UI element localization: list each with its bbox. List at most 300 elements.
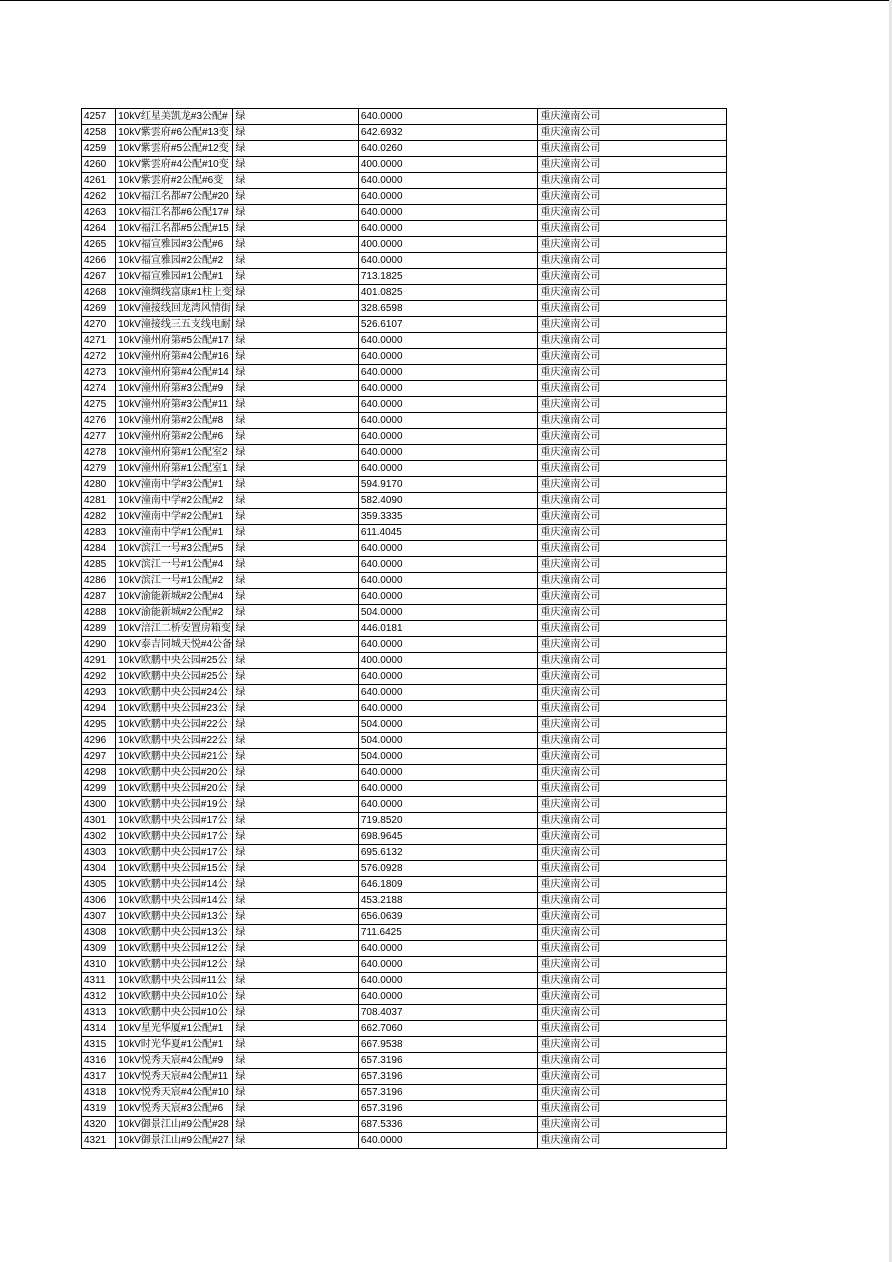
table-row (82, 1005, 727, 1021)
status-color-cell: 绿 (233, 141, 358, 157)
table-row (82, 1053, 727, 1069)
status-color-cell: 绿 (233, 189, 358, 205)
row-id-cell: 4310 (82, 957, 116, 973)
company-cell: 重庆潼南公司 (538, 365, 727, 381)
capacity-value-cell: 640.0000 (358, 429, 538, 445)
capacity-value-cell: 713.1825 (358, 269, 538, 285)
company-cell: 重庆潼南公司 (538, 461, 727, 477)
row-id-cell: 4317 (82, 1069, 116, 1085)
company-cell: 重庆潼南公司 (538, 765, 727, 781)
company-cell: 重庆潼南公司 (538, 205, 727, 221)
equipment-name-cell: 10kV欧鹏中央公园#14公 (116, 893, 233, 909)
table-row (82, 157, 727, 173)
capacity-value-cell: 640.0000 (358, 797, 538, 813)
company-cell: 重庆潼南公司 (538, 605, 727, 621)
row-id-cell: 4303 (82, 845, 116, 861)
equipment-name-cell: 10kV欧鹏中央公园#13公 (116, 909, 233, 925)
company-cell: 重庆潼南公司 (538, 445, 727, 461)
capacity-value-cell: 640.0000 (358, 973, 538, 989)
status-color-cell: 绿 (233, 925, 358, 941)
equipment-name-cell: 10kV欧鹏中央公园#22公 (116, 733, 233, 749)
company-cell: 重庆潼南公司 (538, 781, 727, 797)
row-id-cell: 4266 (82, 253, 116, 269)
status-color-cell: 绿 (233, 573, 358, 589)
company-cell: 重庆潼南公司 (538, 637, 727, 653)
row-id-cell: 4305 (82, 877, 116, 893)
table-row (82, 797, 727, 813)
capacity-value-cell: 657.3196 (358, 1101, 538, 1117)
company-cell: 重庆潼南公司 (538, 381, 727, 397)
table-row (82, 397, 727, 413)
status-color-cell: 绿 (233, 285, 358, 301)
table-row (82, 205, 727, 221)
table-row (82, 1133, 727, 1149)
status-color-cell: 绿 (233, 845, 358, 861)
equipment-name-cell: 10kV渝能新城#2公配#4 (116, 589, 233, 605)
capacity-value-cell: 400.0000 (358, 237, 538, 253)
company-cell: 重庆潼南公司 (538, 1101, 727, 1117)
status-color-cell: 绿 (233, 509, 358, 525)
row-id-cell: 4275 (82, 397, 116, 413)
equipment-name-cell: 10kV欧鹏中央公园#11公 (116, 973, 233, 989)
company-cell: 重庆潼南公司 (538, 173, 727, 189)
table-row (82, 445, 727, 461)
table-row (82, 349, 727, 365)
company-cell: 重庆潼南公司 (538, 573, 727, 589)
status-color-cell: 绿 (233, 941, 358, 957)
row-id-cell: 4312 (82, 989, 116, 1005)
row-id-cell: 4281 (82, 493, 116, 509)
company-cell: 重庆潼南公司 (538, 157, 727, 173)
company-cell: 重庆潼南公司 (538, 1021, 727, 1037)
capacity-value-cell: 640.0000 (358, 573, 538, 589)
equipment-name-cell: 10kV泰吉同城天悦#4公备 (116, 637, 233, 653)
equipment-name-cell: 10kV潼州府第#3公配#11 (116, 397, 233, 413)
table-row (82, 1085, 727, 1101)
row-id-cell: 4263 (82, 205, 116, 221)
company-cell: 重庆潼南公司 (538, 109, 727, 125)
capacity-value-cell: 640.0000 (358, 413, 538, 429)
capacity-value-cell: 640.0000 (358, 445, 538, 461)
capacity-value-cell: 640.0000 (358, 765, 538, 781)
row-id-cell: 4288 (82, 605, 116, 621)
table-row (82, 749, 727, 765)
capacity-value-cell: 640.0000 (358, 253, 538, 269)
status-color-cell: 绿 (233, 605, 358, 621)
status-color-cell: 绿 (233, 1085, 358, 1101)
row-id-cell: 4276 (82, 413, 116, 429)
row-id-cell: 4300 (82, 797, 116, 813)
equipment-name-cell: 10kV欧鹏中央公园#15公 (116, 861, 233, 877)
table-row (82, 365, 727, 381)
row-id-cell: 4289 (82, 621, 116, 637)
capacity-value-cell: 640.0000 (358, 205, 538, 221)
equipment-name-cell: 10kV悦秀天宸#4公配#11 (116, 1069, 233, 1085)
capacity-value-cell: 708.4037 (358, 1005, 538, 1021)
capacity-value-cell: 657.3196 (358, 1085, 538, 1101)
table-row (82, 461, 727, 477)
table-row (82, 701, 727, 717)
row-id-cell: 4268 (82, 285, 116, 301)
row-id-cell: 4319 (82, 1101, 116, 1117)
table-row (82, 413, 727, 429)
company-cell: 重庆潼南公司 (538, 717, 727, 733)
table-body (82, 109, 727, 1149)
company-cell: 重庆潼南公司 (538, 1037, 727, 1053)
status-color-cell: 绿 (233, 1133, 358, 1149)
row-id-cell: 4309 (82, 941, 116, 957)
equipment-name-cell: 10kV欧鹏中央公园#12公 (116, 957, 233, 973)
capacity-value-cell: 446.0181 (358, 621, 538, 637)
capacity-value-cell: 611.4045 (358, 525, 538, 541)
table-row (82, 493, 727, 509)
row-id-cell: 4273 (82, 365, 116, 381)
company-cell: 重庆潼南公司 (538, 653, 727, 669)
row-id-cell: 4293 (82, 685, 116, 701)
row-id-cell: 4318 (82, 1085, 116, 1101)
company-cell: 重庆潼南公司 (538, 1005, 727, 1021)
company-cell: 重庆潼南公司 (538, 925, 727, 941)
company-cell: 重庆潼南公司 (538, 909, 727, 925)
status-color-cell: 绿 (233, 445, 358, 461)
equipment-name-cell: 10kV欧鹏中央公园#17公 (116, 813, 233, 829)
equipment-name-cell: 10kV潼南中学#3公配#1 (116, 477, 233, 493)
equipment-name-cell: 10kV时光华夏#1公配#1 (116, 1037, 233, 1053)
table-row (82, 941, 727, 957)
row-id-cell: 4282 (82, 509, 116, 525)
capacity-value-cell: 657.3196 (358, 1069, 538, 1085)
equipment-name-cell: 10kV滨江一号#1公配#2 (116, 573, 233, 589)
capacity-value-cell: 640.0000 (358, 365, 538, 381)
row-id-cell: 4287 (82, 589, 116, 605)
equipment-name-cell: 10kV潼州府第#4公配#14 (116, 365, 233, 381)
table-row (82, 381, 727, 397)
status-color-cell: 绿 (233, 893, 358, 909)
table-row (82, 925, 727, 941)
row-id-cell: 4280 (82, 477, 116, 493)
equipment-name-cell: 10kV福宣雅园#3公配#6 (116, 237, 233, 253)
capacity-value-cell: 657.3196 (358, 1053, 538, 1069)
row-id-cell: 4302 (82, 829, 116, 845)
row-id-cell: 4315 (82, 1037, 116, 1053)
company-cell: 重庆潼南公司 (538, 317, 727, 333)
capacity-value-cell: 711.6425 (358, 925, 538, 941)
equipment-name-cell: 10kV欧鹏中央公园#20公 (116, 765, 233, 781)
table-row (82, 909, 727, 925)
row-id-cell: 4295 (82, 717, 116, 733)
equipment-name-cell: 10kV欧鹏中央公园#13公 (116, 925, 233, 941)
equipment-name-cell: 10kV潼南中学#2公配#1 (116, 509, 233, 525)
status-color-cell: 绿 (233, 973, 358, 989)
row-id-cell: 4307 (82, 909, 116, 925)
capacity-value-cell: 640.0000 (358, 397, 538, 413)
capacity-value-cell: 646.1809 (358, 877, 538, 893)
capacity-value-cell: 504.0000 (358, 749, 538, 765)
equipment-name-cell: 10kV福宣雅园#1公配#1 (116, 269, 233, 285)
table-row (82, 845, 727, 861)
row-id-cell: 4320 (82, 1117, 116, 1133)
capacity-value-cell: 504.0000 (358, 717, 538, 733)
company-cell: 重庆潼南公司 (538, 525, 727, 541)
status-color-cell: 绿 (233, 365, 358, 381)
equipment-name-cell: 10kV福江名都#7公配#20 (116, 189, 233, 205)
table-row (82, 317, 727, 333)
table-row (82, 333, 727, 349)
row-id-cell: 4290 (82, 637, 116, 653)
company-cell: 重庆潼南公司 (538, 429, 727, 445)
company-cell: 重庆潼南公司 (538, 1133, 727, 1149)
table-row (82, 141, 727, 157)
company-cell: 重庆潼南公司 (538, 477, 727, 493)
row-id-cell: 4279 (82, 461, 116, 477)
status-color-cell: 绿 (233, 909, 358, 925)
company-cell: 重庆潼南公司 (538, 237, 727, 253)
row-id-cell: 4265 (82, 237, 116, 253)
table-row (82, 301, 727, 317)
table-row (82, 813, 727, 829)
company-cell: 重庆潼南公司 (538, 221, 727, 237)
row-id-cell: 4277 (82, 429, 116, 445)
capacity-value-cell: 662.7060 (358, 1021, 538, 1037)
equipment-name-cell: 10kV潼接线三五支线电耐 (116, 317, 233, 333)
equipment-name-cell: 10kV滨江一号#1公配#4 (116, 557, 233, 573)
capacity-value-cell: 656.0639 (358, 909, 538, 925)
equipment-name-cell: 10kV欧鹏中央公园#10公 (116, 1005, 233, 1021)
page-top-border (0, 0, 892, 1)
status-color-cell: 绿 (233, 765, 358, 781)
company-cell: 重庆潼南公司 (538, 973, 727, 989)
company-cell: 重庆潼南公司 (538, 189, 727, 205)
equipment-name-cell: 10kV潼南中学#2公配#2 (116, 493, 233, 509)
company-cell: 重庆潼南公司 (538, 349, 727, 365)
table-row (82, 189, 727, 205)
capacity-value-cell: 594.9170 (358, 477, 538, 493)
capacity-value-cell: 400.0000 (358, 653, 538, 669)
row-id-cell: 4297 (82, 749, 116, 765)
equipment-name-cell: 10kV福江名都#5公配#15 (116, 221, 233, 237)
table-row (82, 269, 727, 285)
table-row (82, 573, 727, 589)
company-cell: 重庆潼南公司 (538, 141, 727, 157)
status-color-cell: 绿 (233, 989, 358, 1005)
capacity-value-cell: 640.0000 (358, 461, 538, 477)
table-row (82, 605, 727, 621)
capacity-value-cell: 687.5336 (358, 1117, 538, 1133)
company-cell: 重庆潼南公司 (538, 285, 727, 301)
row-id-cell: 4278 (82, 445, 116, 461)
company-cell: 重庆潼南公司 (538, 509, 727, 525)
row-id-cell: 4260 (82, 157, 116, 173)
row-id-cell: 4259 (82, 141, 116, 157)
capacity-value-cell: 401.0825 (358, 285, 538, 301)
status-color-cell: 绿 (233, 669, 358, 685)
equipment-name-cell: 10kV欧鹏中央公园#12公 (116, 941, 233, 957)
table-row (82, 1021, 727, 1037)
capacity-value-cell: 359.3335 (358, 509, 538, 525)
status-color-cell: 绿 (233, 125, 358, 141)
row-id-cell: 4284 (82, 541, 116, 557)
table-row (82, 221, 727, 237)
equipment-name-cell: 10kV欧鹏中央公园#17公 (116, 845, 233, 861)
company-cell: 重庆潼南公司 (538, 125, 727, 141)
equipment-name-cell: 10kV潼州府第#4公配#16 (116, 349, 233, 365)
status-color-cell: 绿 (233, 157, 358, 173)
equipment-name-cell: 10kV欧鹏中央公园#19公 (116, 797, 233, 813)
status-color-cell: 绿 (233, 109, 358, 125)
status-color-cell: 绿 (233, 781, 358, 797)
row-id-cell: 4308 (82, 925, 116, 941)
equipment-name-cell: 10kV欧鹏中央公园#10公 (116, 989, 233, 1005)
status-color-cell: 绿 (233, 493, 358, 509)
company-cell: 重庆潼南公司 (538, 845, 727, 861)
table-row (82, 557, 727, 573)
row-id-cell: 4271 (82, 333, 116, 349)
company-cell: 重庆潼南公司 (538, 813, 727, 829)
row-id-cell: 4294 (82, 701, 116, 717)
company-cell: 重庆潼南公司 (538, 861, 727, 877)
equipment-name-cell: 10kV潼州府第#5公配#17 (116, 333, 233, 349)
equipment-name-cell: 10kV潼州府第#1公配室2 (116, 445, 233, 461)
table-row (82, 285, 727, 301)
equipment-name-cell: 10kV欧鹏中央公园#22公 (116, 717, 233, 733)
table-row (82, 621, 727, 637)
equipment-name-cell: 10kV欧鹏中央公园#20公 (116, 781, 233, 797)
status-color-cell: 绿 (233, 813, 358, 829)
capacity-value-cell: 640.0000 (358, 333, 538, 349)
company-cell: 重庆潼南公司 (538, 893, 727, 909)
table-row (82, 1037, 727, 1053)
row-id-cell: 4285 (82, 557, 116, 573)
capacity-value-cell: 328.6598 (358, 301, 538, 317)
table-row (82, 477, 727, 493)
capacity-value-cell: 400.0000 (358, 157, 538, 173)
table-row (82, 733, 727, 749)
status-color-cell: 绿 (233, 1117, 358, 1133)
equipment-name-cell: 10kV欧鹏中央公园#24公 (116, 685, 233, 701)
equipment-name-cell: 10kV福江名都#6公配17# (116, 205, 233, 221)
row-id-cell: 4296 (82, 733, 116, 749)
equipment-name-cell: 10kV欧鹏中央公园#23公 (116, 701, 233, 717)
status-color-cell: 绿 (233, 461, 358, 477)
status-color-cell: 绿 (233, 397, 358, 413)
equipment-name-cell: 10kV欧鹏中央公园#14公 (116, 877, 233, 893)
table-row (82, 717, 727, 733)
table-row (82, 669, 727, 685)
equipment-name-cell: 10kV欧鹏中央公园#25公 (116, 653, 233, 669)
equipment-name-cell: 10kV悦秀天宸#4公配#9 (116, 1053, 233, 1069)
status-color-cell: 绿 (233, 1021, 358, 1037)
status-color-cell: 绿 (233, 621, 358, 637)
company-cell: 重庆潼南公司 (538, 557, 727, 573)
row-id-cell: 4261 (82, 173, 116, 189)
equipment-name-cell: 10kV潼接线回龙湾风情街 (116, 301, 233, 317)
equipment-name-cell: 10kV潼州府第#3公配#9 (116, 381, 233, 397)
row-id-cell: 4298 (82, 765, 116, 781)
equipment-name-cell: 10kV紫雲府#2公配#6变 (116, 173, 233, 189)
company-cell: 重庆潼南公司 (538, 749, 727, 765)
equipment-name-cell: 10kV潼南中学#1公配#1 (116, 525, 233, 541)
company-cell: 重庆潼南公司 (538, 941, 727, 957)
row-id-cell: 4292 (82, 669, 116, 685)
status-color-cell: 绿 (233, 429, 358, 445)
company-cell: 重庆潼南公司 (538, 733, 727, 749)
equipment-name-cell: 10kV渝能新城#2公配#2 (116, 605, 233, 621)
equipment-name-cell: 10kV潼州府第#2公配#6 (116, 429, 233, 445)
status-color-cell: 绿 (233, 1005, 358, 1021)
status-color-cell: 绿 (233, 877, 358, 893)
status-color-cell: 绿 (233, 685, 358, 701)
table-row (82, 781, 727, 797)
equipment-name-cell: 10kV潼州府第#2公配#8 (116, 413, 233, 429)
table-row (82, 125, 727, 141)
company-cell: 重庆潼南公司 (538, 269, 727, 285)
row-id-cell: 4299 (82, 781, 116, 797)
row-id-cell: 4306 (82, 893, 116, 909)
status-color-cell: 绿 (233, 637, 358, 653)
company-cell: 重庆潼南公司 (538, 685, 727, 701)
company-cell: 重庆潼南公司 (538, 701, 727, 717)
status-color-cell: 绿 (233, 829, 358, 845)
company-cell: 重庆潼南公司 (538, 253, 727, 269)
equipment-name-cell: 10kV星光华厦#1公配#1 (116, 1021, 233, 1037)
company-cell: 重庆潼南公司 (538, 301, 727, 317)
capacity-value-cell: 695.6132 (358, 845, 538, 861)
capacity-value-cell: 640.0000 (358, 557, 538, 573)
row-id-cell: 4272 (82, 349, 116, 365)
row-id-cell: 4304 (82, 861, 116, 877)
status-color-cell: 绿 (233, 221, 358, 237)
status-color-cell: 绿 (233, 525, 358, 541)
status-color-cell: 绿 (233, 1037, 358, 1053)
table-row (82, 1117, 727, 1133)
capacity-value-cell: 640.0000 (358, 189, 538, 205)
status-color-cell: 绿 (233, 701, 358, 717)
company-cell: 重庆潼南公司 (538, 493, 727, 509)
status-color-cell: 绿 (233, 413, 358, 429)
row-id-cell: 4313 (82, 1005, 116, 1021)
row-id-cell: 4262 (82, 189, 116, 205)
status-color-cell: 绿 (233, 1053, 358, 1069)
status-color-cell: 绿 (233, 589, 358, 605)
table-row (82, 253, 727, 269)
capacity-value-cell: 504.0000 (358, 733, 538, 749)
equipment-name-cell: 10kV紫雲府#5公配#12变 (116, 141, 233, 157)
equipment-name-cell: 10kV欧鹏中央公园#21公 (116, 749, 233, 765)
capacity-value-cell: 453.2188 (358, 893, 538, 909)
equipment-name-cell: 10kV福宣雅园#2公配#2 (116, 253, 233, 269)
row-id-cell: 4321 (82, 1133, 116, 1149)
row-id-cell: 4291 (82, 653, 116, 669)
capacity-value-cell: 640.0000 (358, 941, 538, 957)
company-cell: 重庆潼南公司 (538, 957, 727, 973)
equipment-name-cell: 10kV滨江一号#3公配#5 (116, 541, 233, 557)
company-cell: 重庆潼南公司 (538, 797, 727, 813)
capacity-value-cell: 640.0000 (358, 685, 538, 701)
capacity-value-cell: 640.0000 (358, 1133, 538, 1149)
table-row (82, 829, 727, 845)
company-cell: 重庆潼南公司 (538, 1117, 727, 1133)
equipment-name-cell: 10kV紫雲府#4公配#10变 (116, 157, 233, 173)
company-cell: 重庆潼南公司 (538, 829, 727, 845)
company-cell: 重庆潼南公司 (538, 1085, 727, 1101)
capacity-value-cell: 576.0928 (358, 861, 538, 877)
table-row (82, 637, 727, 653)
table-row (82, 989, 727, 1005)
equipment-name-cell: 10kV潼州府第#1公配室1 (116, 461, 233, 477)
status-color-cell: 绿 (233, 317, 358, 333)
status-color-cell: 绿 (233, 557, 358, 573)
status-color-cell: 绿 (233, 349, 358, 365)
